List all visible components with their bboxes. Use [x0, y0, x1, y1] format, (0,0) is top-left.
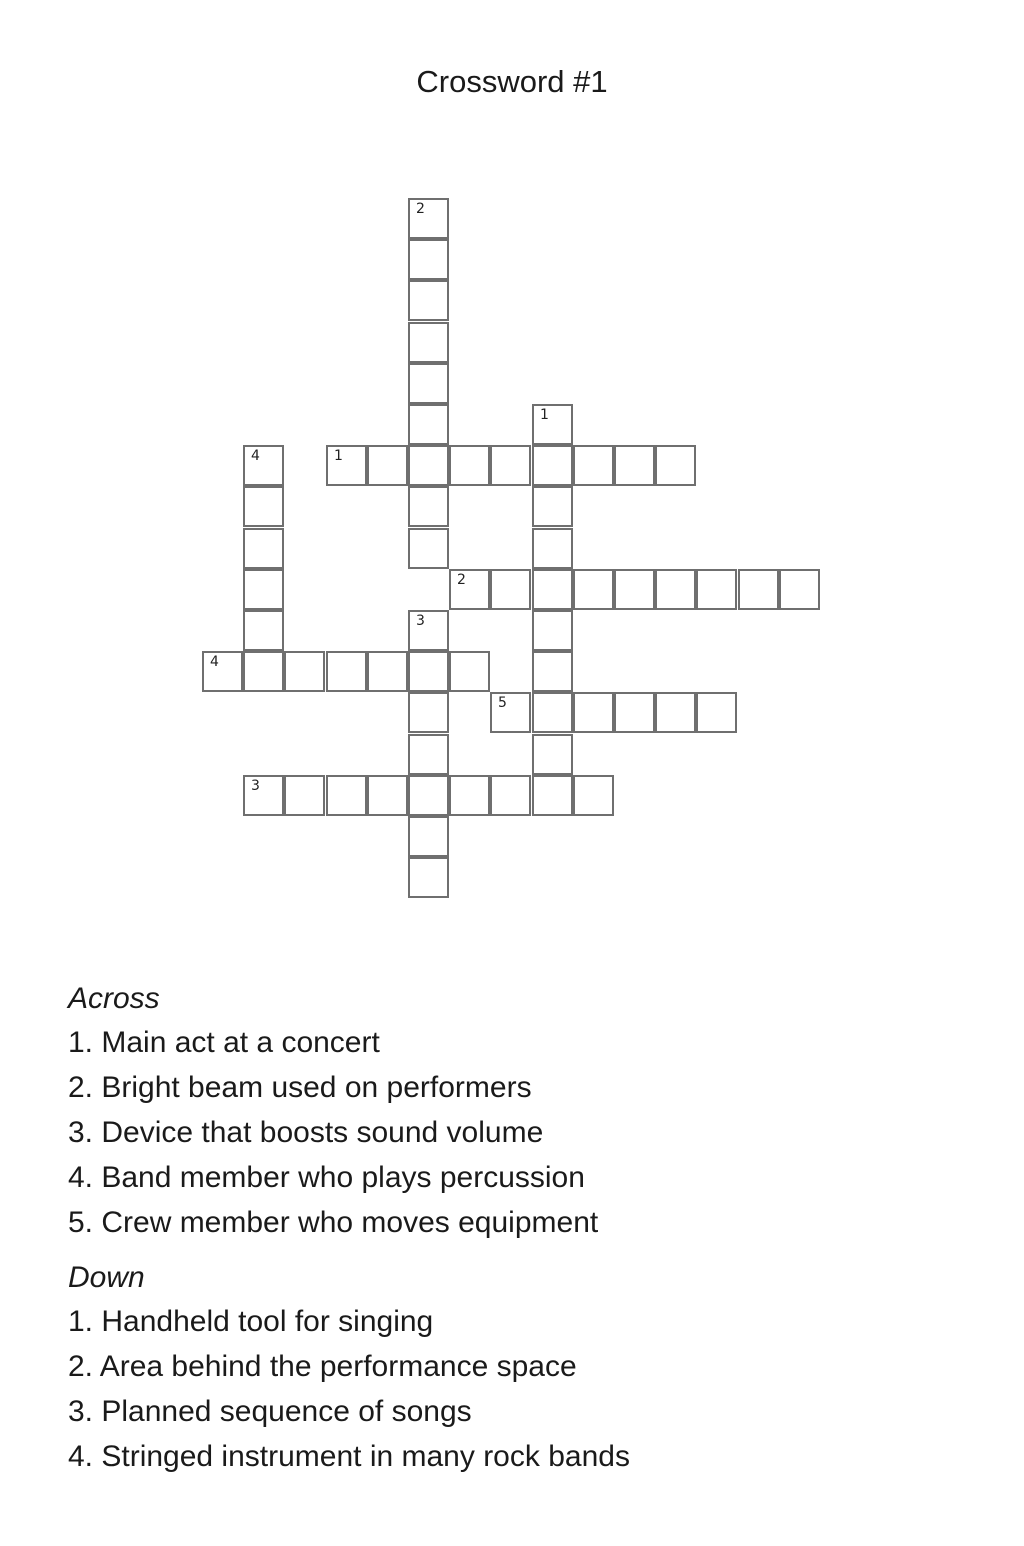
down-heading: Down: [68, 1261, 145, 1294]
grid-cell: [532, 734, 573, 775]
grid-cell: [490, 445, 531, 486]
grid-cell: [573, 775, 614, 816]
grid-cell: [408, 198, 449, 239]
grid-cell: [449, 775, 490, 816]
grid-cell: [408, 651, 449, 692]
grid-cell: [243, 775, 284, 816]
grid-cell: [243, 445, 284, 486]
grid-cell: [490, 569, 531, 610]
grid-cell: [408, 280, 449, 321]
grid-cell: [573, 445, 614, 486]
down-clue-1: 1. Handheld tool for singing: [68, 1305, 434, 1338]
clue-number: 1: [334, 448, 343, 464]
grid-cell: [449, 651, 490, 692]
down-clue-3: 3. Planned sequence of songs: [68, 1395, 472, 1428]
grid-cell: [532, 692, 573, 733]
clue-number: 5: [498, 695, 507, 711]
grid-cell: [243, 486, 284, 527]
across-clue-2: 2. Bright beam used on performers: [68, 1071, 532, 1104]
clue-number: 4: [210, 654, 219, 670]
grid-cell: [614, 692, 655, 733]
across-clue-3: 3. Device that boosts sound volume: [68, 1116, 544, 1149]
grid-cell: [655, 445, 696, 486]
grid-cell: [408, 528, 449, 569]
grid-cell: [573, 569, 614, 610]
down-clue-2: 2. Area behind the performance space: [68, 1350, 577, 1383]
grid-cell: [408, 734, 449, 775]
grid-cell: [284, 775, 325, 816]
grid-cell: [614, 445, 655, 486]
down-clue-4: 4. Stringed instrument in many rock bands: [68, 1440, 630, 1473]
page-title: Crossword #1: [416, 64, 608, 99]
grid-cell: [655, 692, 696, 733]
grid-cell: [408, 322, 449, 363]
grid-cell: [449, 569, 490, 610]
grid-cell: [408, 692, 449, 733]
grid-cell: [490, 775, 531, 816]
grid-cell: [532, 445, 573, 486]
across-clue-5: 5. Crew member who moves equipment: [68, 1206, 599, 1239]
grid-cell: [408, 239, 449, 280]
grid-cell: [449, 445, 490, 486]
clue-number: 2: [416, 201, 425, 217]
clue-number: 3: [416, 613, 425, 629]
clues-section: [68, 980, 968, 1483]
grid-cell: [408, 610, 449, 651]
grid-cell: [408, 857, 449, 898]
grid-cell: [738, 569, 779, 610]
grid-cell: [243, 569, 284, 610]
clue-number: 4: [251, 448, 260, 464]
grid-cell: [532, 569, 573, 610]
grid-cell: [573, 692, 614, 733]
grid-cell: [532, 651, 573, 692]
grid-cell: [326, 775, 367, 816]
grid-cell: [655, 569, 696, 610]
grid-cell: [243, 528, 284, 569]
grid-cell: [532, 404, 573, 445]
grid-cell: [326, 651, 367, 692]
grid-cell: [532, 486, 573, 527]
grid-cell: [202, 651, 243, 692]
clue-number: 2: [457, 572, 466, 588]
across-clue-1: 1. Main act at a concert: [68, 1026, 380, 1059]
grid-cell: [367, 651, 408, 692]
grid-cell: [408, 816, 449, 857]
grid-cell: [367, 445, 408, 486]
across-heading: Across: [68, 982, 160, 1015]
grid-cell: [532, 775, 573, 816]
clue-number: 3: [251, 778, 260, 794]
grid-cell: [408, 445, 449, 486]
grid-cell: [284, 651, 325, 692]
across-section: [68, 980, 968, 1249]
grid-cell: [532, 610, 573, 651]
grid-cell: [696, 692, 737, 733]
grid-cell: [490, 692, 531, 733]
grid-cell: [779, 569, 820, 610]
grid-cell: [243, 610, 284, 651]
grid-cell: [408, 486, 449, 527]
grid-cell: [243, 651, 284, 692]
grid-cell: [614, 569, 655, 610]
grid-cell: [326, 445, 367, 486]
grid-cell: [408, 775, 449, 816]
grid-cell: [532, 528, 573, 569]
grid-cell: [367, 775, 408, 816]
grid-cell: [696, 569, 737, 610]
clue-number: 1: [540, 407, 549, 423]
down-section: [68, 1259, 968, 1483]
grid-cell: [408, 363, 449, 404]
grid-cell: [408, 404, 449, 445]
across-clue-4: 4. Band member who plays percussion: [68, 1161, 585, 1194]
